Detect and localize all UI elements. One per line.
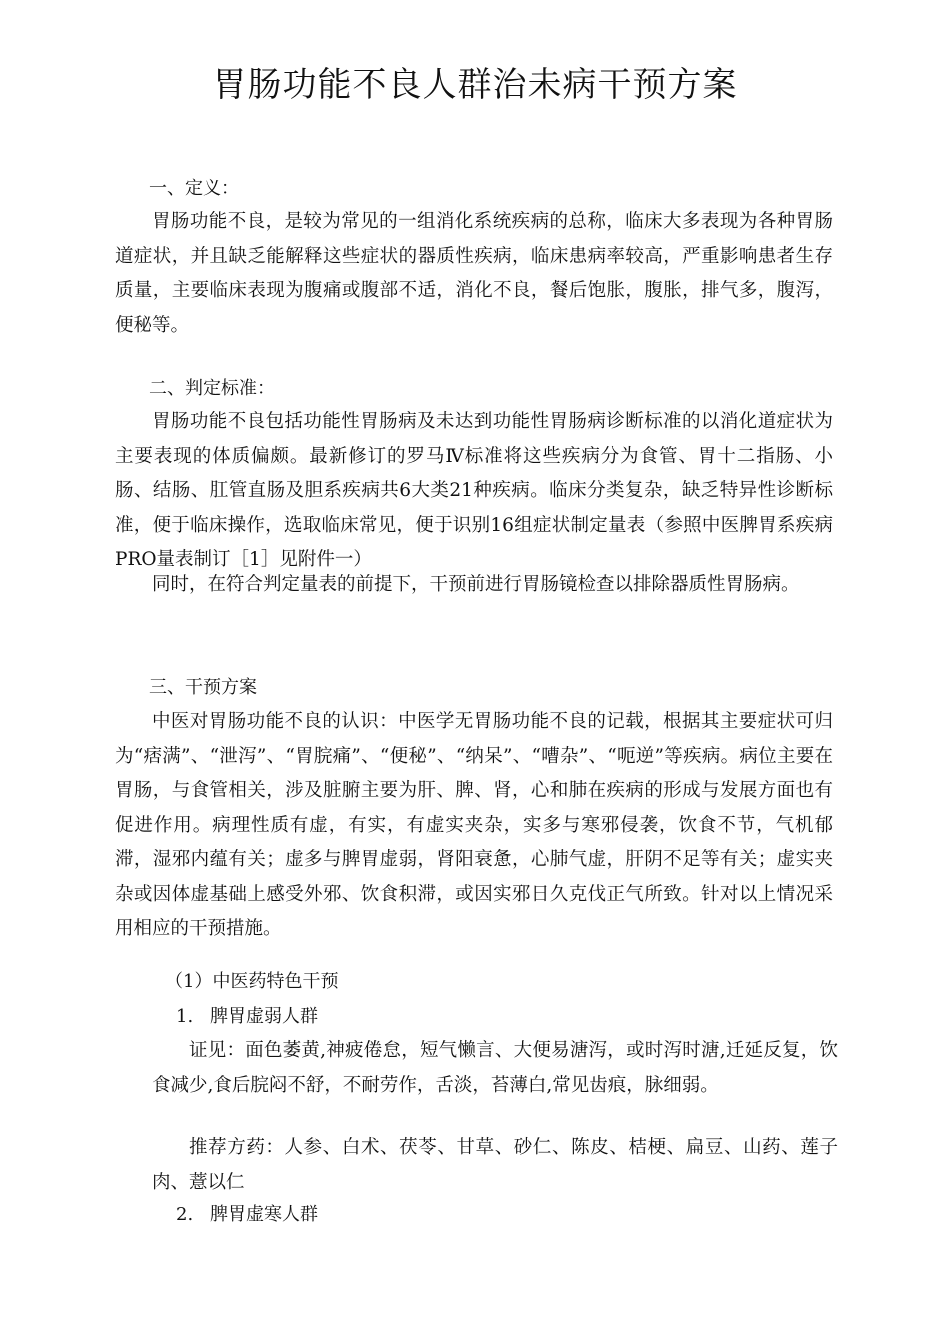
document-title: 胃肠功能不良人群治未病干预方案 [212, 65, 738, 105]
section-heading-definition: 一、定义： [149, 178, 239, 199]
prescription-paragraph: 推荐方药：人参、白术、茯苓、甘草、砂仁、陈皮、桔梗、扁豆、山药、莲子肉、薏以仁 [152, 1137, 838, 1193]
group-name: 脾胃虚寒人群 [210, 1204, 318, 1225]
definition-paragraph: 胃肠功能不良，是较为常见的一组消化系统疾病的总称，临床大多表现为各种胃肠道症状，并且缺乏能解释这些症状的器质性疾病，临床患病率较高，严重影响患者生存质量，主要临床表现为腹痛或腹部不适，消化不良，餐后饱胀，腹胀，排气多，腹泻，便秘等。 [115, 211, 833, 336]
subsection-heading-tcm: （1）中医药特色干预 [165, 971, 339, 992]
group-heading-spleen-cold [176, 1203, 318, 1227]
intervention-paragraph: 中医对胃肠功能不良的认识：中医学无胃肠功能不良的记载，根据其主要症状可归为“痞满”、“泄泻”、“胃脘痛”、“便秘”、“纳呆”、“嘈杂”、“呃逆”等疾病。病位主要在胃肠，与食管相关，涉及脏腑主要为肝、脾、肾，心和肺在疾病的形成与发展方面也有促进作用。病理性质有虚，有实，有虚实夹杂，实多与寒邪侵袭，饮食不节，气机郁滞，湿邪内蕴有关；虚多与脾胃虚弱，肾阳衰惫，心肺气虚，肝阴不足等有关；虚实夹杂或因体虚基础上感受外邪、饮食积滞，或因实邪日久克伐正气所致。针对以上情况采用相应的干预措施。 [115, 711, 833, 939]
group-name: 脾胃虚弱人群 [210, 1006, 318, 1027]
group-heading-spleen-weak [176, 1005, 318, 1029]
criteria-paragraph-2: 同时，在符合判定量表的前提下，干预前进行胃肠镜检查以排除器质性胃肠病。 [152, 574, 800, 595]
syndrome-paragraph: 证见：面色萎黄,神疲倦怠，短气懒言、大便易溏泻，或时泻时溏,迁延反复，饮食减少,食后脘闷不舒，不耐劳作，舌淡，苔薄白,常见齿痕，脉细弱。 [152, 1040, 838, 1096]
section-heading-criteria: 二、判定标准： [149, 378, 275, 399]
group-number: 1. [176, 1006, 194, 1027]
section-heading-intervention: 三、干预方案 [149, 677, 257, 698]
group-number: 2. [176, 1204, 194, 1225]
criteria-paragraph: 胃肠功能不良包括功能性胃肠病及未达到功能性胃肠病诊断标准的以消化道症状为主要表现的体质偏颇。最新修订的罗马Ⅳ标准将这些疾病分为食管、胃十二指肠、小肠、结肠、肛管直肠及胆系疾病共6大类21种疾病。临床分类复杂，缺乏特异性诊断标准，便于临床操作，选取临床常见，便于识别16组症状制定量表（参照中医脾胃系疾病PRO量表制订［1］见附件一） [115, 411, 833, 570]
